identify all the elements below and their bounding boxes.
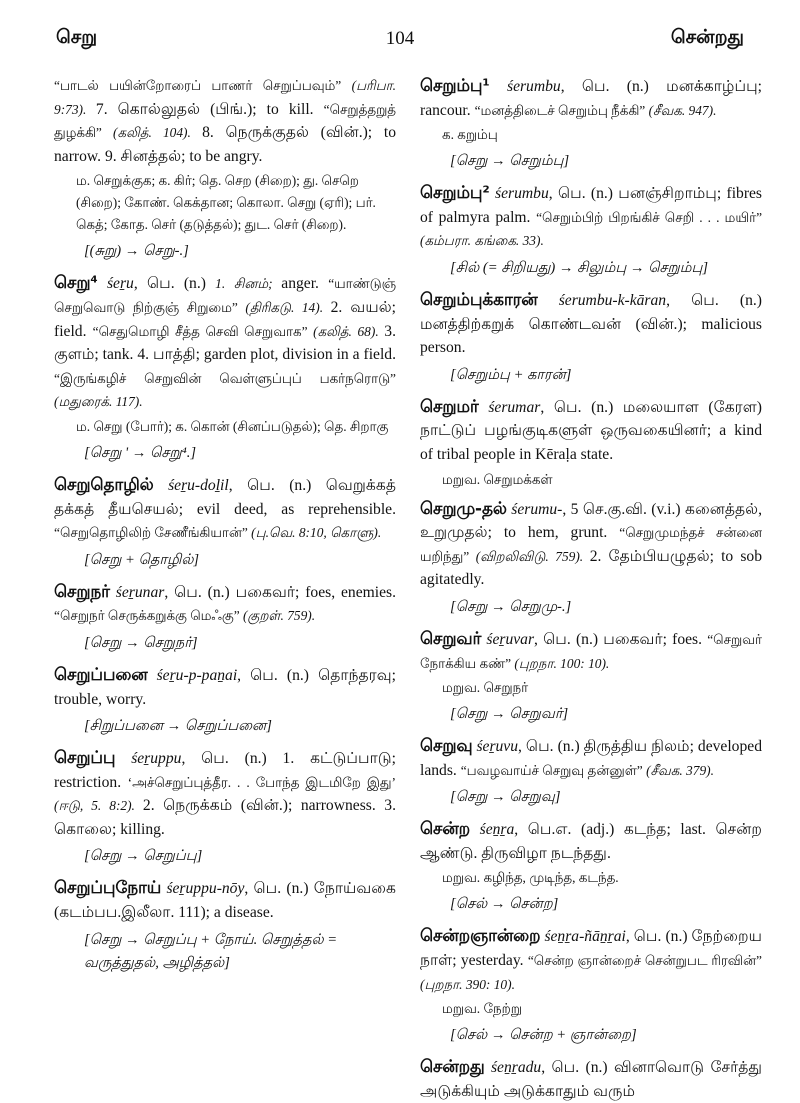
entry-headword: செறுமர் [420, 395, 479, 416]
dictionary-entry [54, 876, 396, 924]
entry-headword: செறு⁴ [54, 272, 98, 293]
entry-definition: 2. தேம்பியழுதல்; to sob agitatedly. [420, 547, 762, 589]
entry-quotation: “செறும்பிற் பிறங்கிச் செறி . . . மயிர்” [536, 209, 763, 225]
entry-transliteration: śeṟuvu [472, 738, 519, 756]
etymology-note: [செறு → செறுவு] [450, 789, 561, 806]
entry-quotation: “மனத்திடைச் செறும்பு நீக்கி” [474, 102, 646, 118]
entry-definition: , பெ. (n.) பகைவர்; foes. [534, 630, 708, 648]
entry-transliteration: śeṉṟadu [484, 1059, 542, 1077]
entry-headword: செறுவர் [420, 627, 482, 648]
entry-citation: (விறலிவிடு. 759). [469, 548, 590, 564]
entry-quotation: “செறுமுமந்தச் சன்னை யறிந்து” [420, 525, 763, 564]
entry-transliteration: śeṉṟa-ñāṉṟai [540, 928, 626, 946]
etymology-note: [செறு + தொழில்] [84, 551, 200, 568]
entry-definition: , பெ. (n.) நோய்வகை (கடம்பப.இலீலா. 111); a disease. [54, 880, 396, 922]
entry-citation: (புறநா. 390: 10). [420, 976, 515, 992]
entry-definition: , பெ. (n.) 1. கட்டுப்பாடு; restriction. [54, 750, 396, 791]
entry-headword: செறுப்பு [54, 747, 116, 768]
entry-definition: , பெ. (n.) [133, 275, 216, 293]
entry-headword: சென்றஞான்றை [420, 925, 541, 946]
etymology-note: [செறு → செறுமு-.] [450, 598, 572, 615]
header-right-guide-word: சென்றது [670, 26, 744, 48]
entry-transliteration: śerumbu-k-kāran [537, 291, 667, 309]
entry-quotation: “செறுத்தறுத் துழக்கி” [54, 101, 396, 141]
entry-quotation: “செறுவர் நோக்கிய கண்” [420, 631, 762, 671]
entry-transliteration: śerumar [478, 398, 541, 416]
etymology-note: [செறு → செறும்பு] [450, 153, 570, 170]
dictionary-entry [420, 817, 762, 865]
entry-definition: , பெ. (n.) நேற்றைய நாள்; yesterday. [420, 928, 762, 970]
entry-transliteration: śerumbu [489, 78, 561, 95]
entry-headword: செறுப்பனை [54, 663, 148, 684]
cognates-note: மறுவ. கழிந்த, முடிந்த, கடந்த. [442, 870, 619, 886]
entry-headword: சென்ற [420, 818, 471, 839]
entry-definition: 8. நெருக்குதல் (வின்.); to narrow. 9. சினத்தல்; to be angry. [54, 124, 397, 165]
left-column [54, 74, 396, 983]
cognates-note: க. கறும்பு [442, 127, 498, 143]
entry-transliteration: śeṟunar [109, 583, 165, 601]
entry-citation: 1. சினம்; [215, 276, 282, 292]
entry-definition: 7. கொல்லுதல் (பிங்.); to kill. [95, 100, 324, 118]
entry-transliteration: śeṟu-doḻil [153, 476, 229, 494]
entry-definition: , பெ. (n.) தொந்தரவு; trouble, worry. [54, 666, 396, 708]
entry-headword: செறும்பு¹ [420, 75, 490, 95]
entry-definition: , பெ. (n.) மனத்திற்கறுக் கொண்டவன் (வின்.); malicious person. [420, 291, 763, 357]
etymology-note: [சிறுப்பனை → செறுப்பனை] [84, 718, 272, 735]
entry-headword: செறும்புக்காரன் [420, 288, 538, 309]
dictionary-entry [420, 497, 762, 592]
entry-transliteration: śeṟu [97, 275, 134, 293]
page-header [0, 0, 800, 56]
entry-quotation: “இருங்கழிச் செறுவின் வெள்ளுப்புப் பகர்நரொடு” [54, 370, 396, 386]
entry-headword: செறுவு [420, 735, 473, 756]
entry-headword: செறுப்புநோய் [54, 877, 162, 898]
entry-citation: (திரிகடு. 14). [237, 299, 331, 315]
etymology-note: [(சுறு) → செறு-.] [84, 243, 189, 260]
entry-definition: , பெ. (n.) மனக்காழ்ப்பு; rancour. [420, 78, 763, 119]
entry-definition: 3. குளம்; tank. 4. பாத்தி; garden plot, division in a field. [54, 322, 396, 364]
cognates-note: ம. செறுக்குக; க. கிர்; தெ. செற (சிறை); து. செறெ (சிறை); கோண். கெக்தான; கொலா. செறு (ஏரி); பர். கெத்; கோத. செர் (தடுத்தல்); துட. செர் (சிறை). [76, 173, 376, 233]
entry-headword: செறுதொழில் [54, 473, 154, 494]
entry-citation: (கம்பரா. கங்கை. 33). [420, 233, 544, 249]
dictionary-entry [420, 627, 762, 675]
entry-transliteration: śerumu- [506, 500, 563, 518]
dictionary-entry [54, 580, 396, 628]
etymology-note: [செறும்பு + காரன்] [450, 366, 572, 383]
entry-transliteration: śeṟuppu [115, 750, 182, 768]
entry-quotation: “பவழவாய்ச் செறுவு தன்னுள்” [460, 762, 643, 778]
dictionary-entry [54, 663, 396, 711]
dictionary-entry [420, 74, 762, 122]
dictionary-entry [420, 1055, 762, 1103]
cognates-note: மறுவ. செறுமக்கள் [442, 471, 553, 487]
cognates-note: மறுவ. நேற்று [442, 1001, 522, 1017]
entry-transliteration: śeṟuvar [481, 630, 535, 648]
etymology-note: [செறு → செறுவர்] [450, 706, 569, 723]
entry-quotation: “செறுதொழிலிற் சேணீங்கியான்” [54, 525, 248, 541]
etymology-note: [சில் (= சிறியது) → சிலும்பு → செறும்பு] [450, 259, 709, 276]
entry-transliteration: śerumbu [489, 185, 549, 203]
entry-citation: (கலித். 68). [307, 323, 385, 339]
entry-transliteration: śeṉṟa [470, 821, 515, 839]
header-left-guide-word: செறு [56, 26, 98, 48]
entry-definition: , பெ. (n.) திருத்திய நிலம்; developed lands. [420, 738, 762, 779]
entry-citation: (ஈடு, 5. 8:2). [54, 798, 143, 814]
entry-definition: , பெ. (n.) பகைவர்; foes, enemies. [164, 583, 396, 601]
entry-quotation: “செறுநர் செருக்கறுக்கு மெஃகு” [54, 608, 240, 624]
dictionary-entry [54, 271, 396, 414]
entry-quotation: “செதுமொழி சீத்த செவி செறுவாக” [92, 323, 308, 339]
dictionary-entry [420, 288, 762, 360]
etymology-note: [செறு → செறுப்பு + நோய். செறுத்தல் = வருத்துதல், அழித்தல்] [84, 931, 338, 971]
etymology-note: [செறு → செறுநர்] [84, 634, 198, 651]
entry-definition: , பெ.எ. (adj.) கடந்த; last. சென்ற ஆண்டு. திருவிழா நடந்தது. [420, 821, 762, 862]
dictionary-entry [54, 473, 396, 545]
dictionary-entry [54, 746, 396, 841]
etymology-note: [செல் → சென்ற + ஞான்றை] [450, 1027, 637, 1044]
entry-transliteration: śeṟu-p-paṉai [147, 666, 238, 684]
entry-definition: 2. நெருக்கம் (வின்.); narrowness. 3. கொலை; killing. [54, 797, 396, 838]
entry-definition: , 5 செ.கு.வி. (v.i.) கனைத்தல், உறுமுதல்; to hem, grunt. [420, 500, 762, 542]
entry-transliteration: śeṟuppu-nōy [161, 880, 245, 898]
dictionary-entry [420, 924, 762, 996]
etymology-note: [செறு → செறுப்பு] [84, 848, 203, 865]
etymology-note: [செல் → சென்ற] [450, 896, 559, 913]
entry-definition: , பெ. (n.) பனஞ்சிறாம்பு; fibres of palmyra palm. [420, 185, 763, 226]
page-number: 104 [385, 28, 415, 49]
entry-citation: (குறள். 759). [239, 608, 316, 624]
entry-headword: செறுநர் [54, 580, 110, 601]
right-column [420, 74, 762, 1103]
entry-citation: (புறநா. 100: 10). [511, 655, 610, 671]
etymology-note: [செறு ' → செறு⁴.] [84, 444, 197, 461]
entry-citation: (பரிபா. 9:73). [54, 78, 397, 117]
entry-citation: (சீவக. 947). [645, 102, 717, 118]
entry-citation: (பு.வெ. 8:10, கொளு). [247, 525, 382, 541]
dictionary-entry [420, 395, 762, 467]
entry-headword: செறும்பு² [420, 182, 490, 203]
cognates-note: மறுவ. செறுநர் [442, 680, 529, 696]
dictionary-entry [420, 734, 762, 782]
entry-citation: (சீவக. 379). [642, 762, 714, 778]
dictionary-entry [54, 74, 396, 168]
dictionary-entry [420, 181, 762, 253]
entry-quotation: ‘அச்செறுப்புத்தீர. . . போந்த இடமிறே இது’ [127, 774, 396, 790]
entry-citation: (மதுரைக். 117). [54, 394, 143, 410]
entry-quotation: “யாண்டுஞ் செறுவொடு நிற்குஞ் சிறுமை” [54, 276, 396, 315]
entry-definition: , பெ. (n.) வினாவொடு சேர்த்து அடுக்கியும் அடுக்காதும் வரும் [420, 1059, 762, 1100]
entry-definition: 2. வயல்; field. [54, 298, 396, 340]
entry-quotation: “சென்ற ஞான்றைச் சென்றுபட ரிரவின்” [527, 953, 762, 969]
entry-definition: , பெ. (n.) வெறுக்கத் தக்கத் தீயசெயல்; evil deed, as reprehensible. [54, 476, 396, 518]
cognates-note: ம. செறு (போர்); க. கொன் (சினப்படுதல்); தெ. சிறாகு [76, 418, 389, 434]
entry-quotation: “பாடல் பயின்றோரைப் பாணர் செறுப்பவும்” [54, 78, 342, 93]
entry-definition: anger. [281, 275, 329, 293]
entry-citation: (கலித். 104). [101, 125, 203, 141]
entry-headword: சென்றது [420, 1056, 485, 1077]
entry-headword: செறுமு-தல் [420, 497, 507, 518]
entry-definition: , பெ. (n.) மலையாள (கேரள) நாட்டுப் பழங்குடிகளுள் ஒருவகையினர்; a kind of tribal people in Kēraḷa state. [420, 398, 762, 463]
